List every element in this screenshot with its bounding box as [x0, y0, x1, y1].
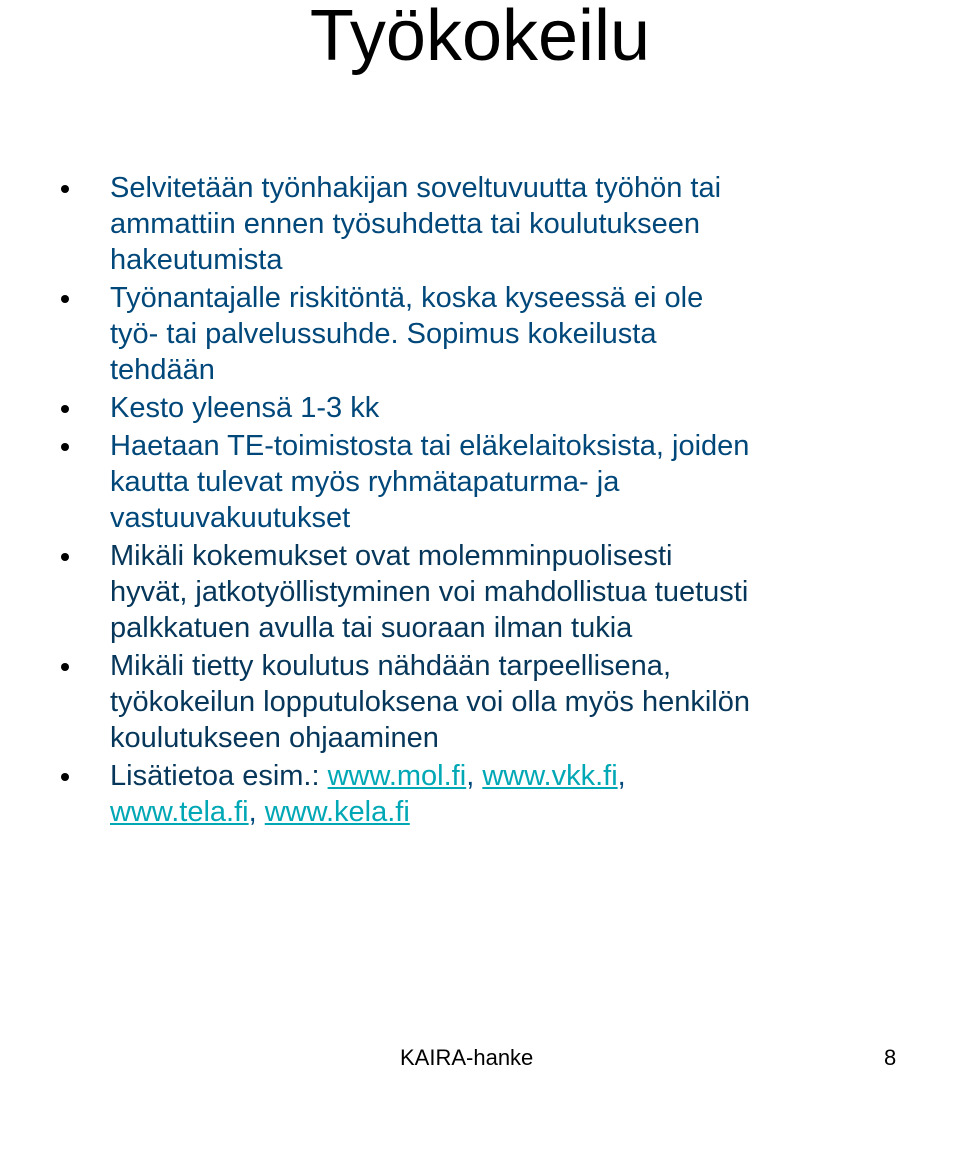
bullet-item-2	[0, 280, 910, 388]
slide-title: Työkokeilu	[309, 0, 651, 76]
bullet-dot-icon	[61, 295, 69, 303]
bullet-6-line-2: työkokeilun lopputuloksena voi olla myös henkilön	[110, 686, 750, 718]
link-mol[interactable]: www.mol.fi	[327, 760, 467, 792]
bullet-item-info	[0, 758, 910, 830]
bullet-dot-icon	[61, 663, 69, 671]
link-vkk[interactable]: www.vkk.fi	[482, 760, 618, 792]
link-trailing-comma: ,	[617, 760, 626, 792]
footer-project-name: KAIRA-hanke	[400, 1045, 534, 1070]
bullet-dot-icon	[61, 553, 69, 561]
bullet-dot-icon	[61, 405, 69, 413]
bullet-list	[0, 170, 960, 832]
bullet-dot-icon	[61, 185, 69, 193]
bullet-6-line-3: koulutukseen ohjaaminen	[110, 722, 439, 754]
link-kela[interactable]: www.kela.fi	[264, 796, 410, 828]
bullet-2-line-2: työ- tai palvelussuhde. Sopimus kokeilusta	[110, 318, 657, 350]
bullet-1-line-3: hakeutumista	[110, 244, 283, 276]
bullet-3-line-1: Kesto yleensä 1-3 kk	[110, 392, 380, 424]
bullet-item-6	[0, 648, 910, 756]
link-tela[interactable]: www.tela.fi	[110, 796, 249, 828]
footer-page-number: 8	[884, 1045, 897, 1070]
bullet-5-line-3: palkkatuen avulla tai suoraan ilman tukia	[110, 612, 633, 644]
info-prefix: Lisätietoa esim.:	[110, 760, 328, 792]
info-line-1	[110, 758, 910, 794]
bullet-dot-icon	[61, 443, 69, 451]
bullet-item-5	[0, 538, 910, 646]
bullet-4-line-1: Haetaan TE-toimistosta tai eläkelaitoksista, joiden	[110, 430, 750, 462]
bullet-4-line-3: vastuuvakuutukset	[110, 502, 351, 534]
bullet-2-line-1: Työnantajalle riskitöntä, koska kyseessä ei ole	[110, 282, 704, 314]
bullet-item-1	[0, 170, 910, 278]
link-separator: ,	[248, 796, 265, 828]
bullet-dot-icon	[61, 773, 69, 781]
bullet-item-4	[0, 428, 910, 536]
info-line-2	[110, 794, 910, 830]
bullet-4-line-2: kautta tulevat myös ryhmätapaturma- ja	[110, 466, 620, 498]
bullet-5-line-2: hyvät, jatkotyöllistyminen voi mahdollistua tuetusti	[110, 576, 749, 608]
link-separator: ,	[466, 760, 483, 792]
bullet-5-line-1: Mikäli kokemukset ovat molemminpuolisesti	[110, 540, 673, 572]
bullet-1-line-1: Selvitetään työnhakijan soveltuvuutta työhön tai	[110, 172, 722, 204]
bullet-1-line-2: ammattiin ennen työsuhdetta tai koulutukseen	[110, 208, 701, 240]
bullet-item-3	[0, 390, 910, 426]
bullet-2-line-3: tehdään	[110, 354, 215, 386]
bullet-6-line-1: Mikäli tietty koulutus nähdään tarpeellisena,	[110, 650, 671, 682]
